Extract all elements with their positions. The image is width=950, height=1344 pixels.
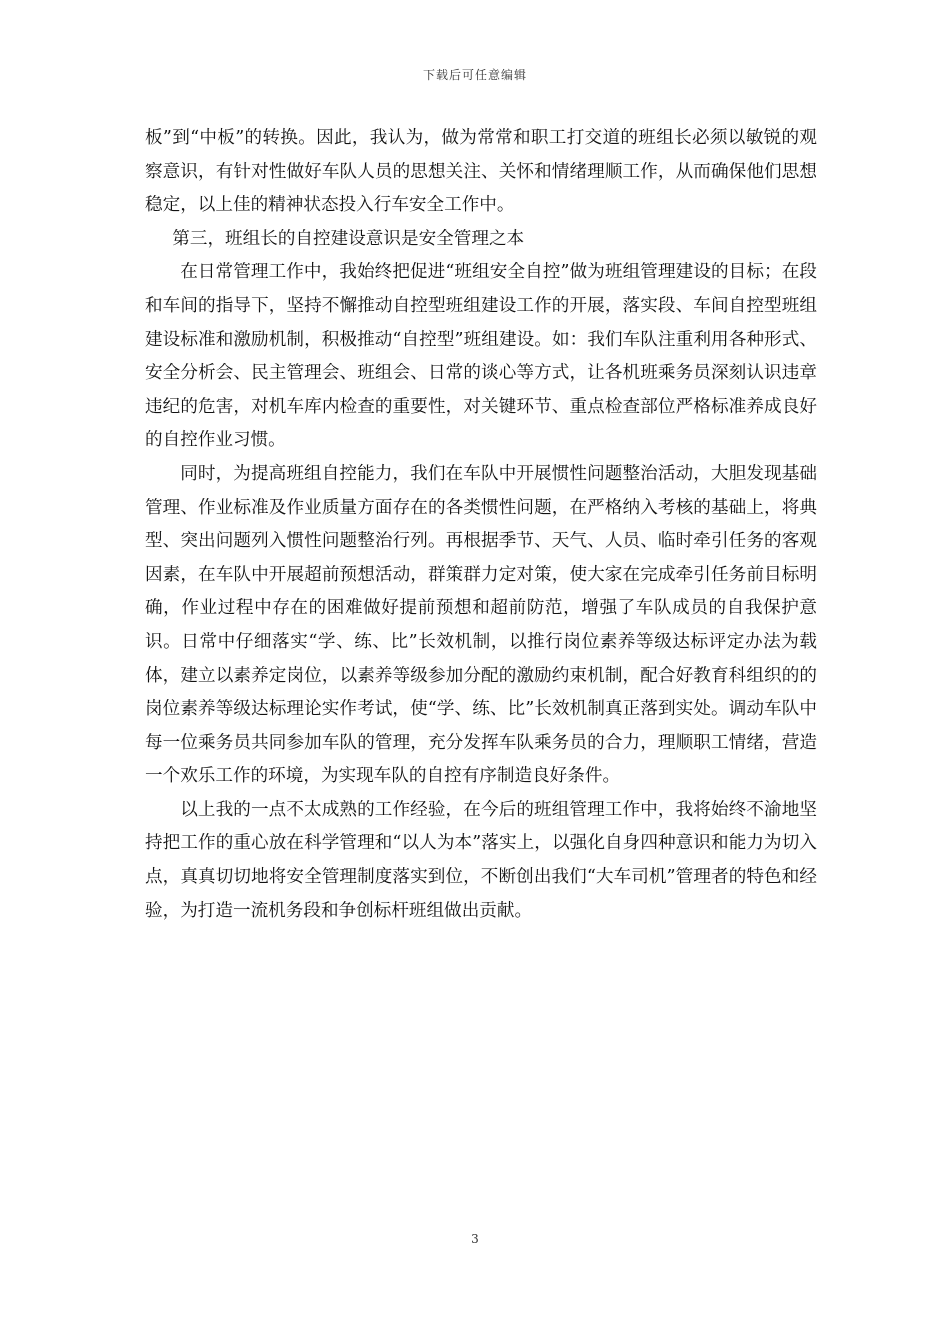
- paragraph-self-control-ability: 同时，为提高班组自控能力，我们在车队中开展惯性问题整治活动，大胆发现基础管理、作业标准及作业质量方面存在的各类惯性问题，在严格纳入考核的基础上，将典型、突出问题列入惯性问题整治行列。再根据季节、天气、人员、临时牵引任务的客观因素，在车队中开展超前预想活动，群策群力定对策，使大家在完成牵引任务前目标明确，作业过程中存在的困难做好提前预想和超前防范，增强了车队成员的自我保护意识。日常中仔细落实“学、练、比”长效机制，以推行岗位素养等级达标评定办法为载体，建立以素养定岗位，以素养等级参加分配的激励约束机制，配合好教育科组织的的岗位素养等级达标理论实作考试，使“学、练、比”长效机制真正落到实处。调动车队中每一位乘务员共同参加车队的管理，充分发挥车队乘务员的合力，理顺职工情绪，营造一个欢乐工作的环境，为实现车队的自控有序制造良好条件。: [145, 463, 817, 787]
- paragraph-conclusion: 以上我的一点不太成熟的工作经验，在今后的班组管理工作中，我将始终不渝地坚持把工作的重心放在科学管理和“以人为本”落实上，以强化自身四种意识和能力为切入点，真真切切地将安全管理制度落实到位，不断创出我们“大车司机”管理者的特色和经验，为打造一流机务段和争创标杆班组做出贡献。: [145, 799, 817, 921]
- document-body: [145, 122, 817, 928]
- page-header-note: 下载后可任意编辑: [422, 68, 527, 82]
- section-heading-third: 第三，班组长的自控建设意识是安全管理之本: [172, 228, 525, 249]
- paragraph-daily-management: 在日常管理工作中，我始终把促进“班组安全自控”做为班组管理建设的目标；在段和车间的指导下，坚持不懈推动自控型班组建设工作的开展，落实段、车间自控型班组建设标准和激励机制，积极推动“自控型”班组建设。如：我们车队注重利用各种形式、安全分析会、民主管理会、班组会、日常的谈心等方式，让各机班乘务员深刻认识违章违纪的危害，对机车库内检查的重要性，对关键环节、重点检查部位严格标准养成良好的自控作业习惯。: [145, 262, 817, 451]
- paragraph-continuation: 板”到“中板”的转换。因此，我认为，做为常常和职工打交道的班组长必须以敏锐的观察意识，有针对性做好车队人员的思想关注、关怀和情绪理顺工作，从而确保他们思想稳定，以上佳的精神状态投入行车安全工作中。: [145, 128, 817, 216]
- page-number: 3: [471, 1232, 479, 1246]
